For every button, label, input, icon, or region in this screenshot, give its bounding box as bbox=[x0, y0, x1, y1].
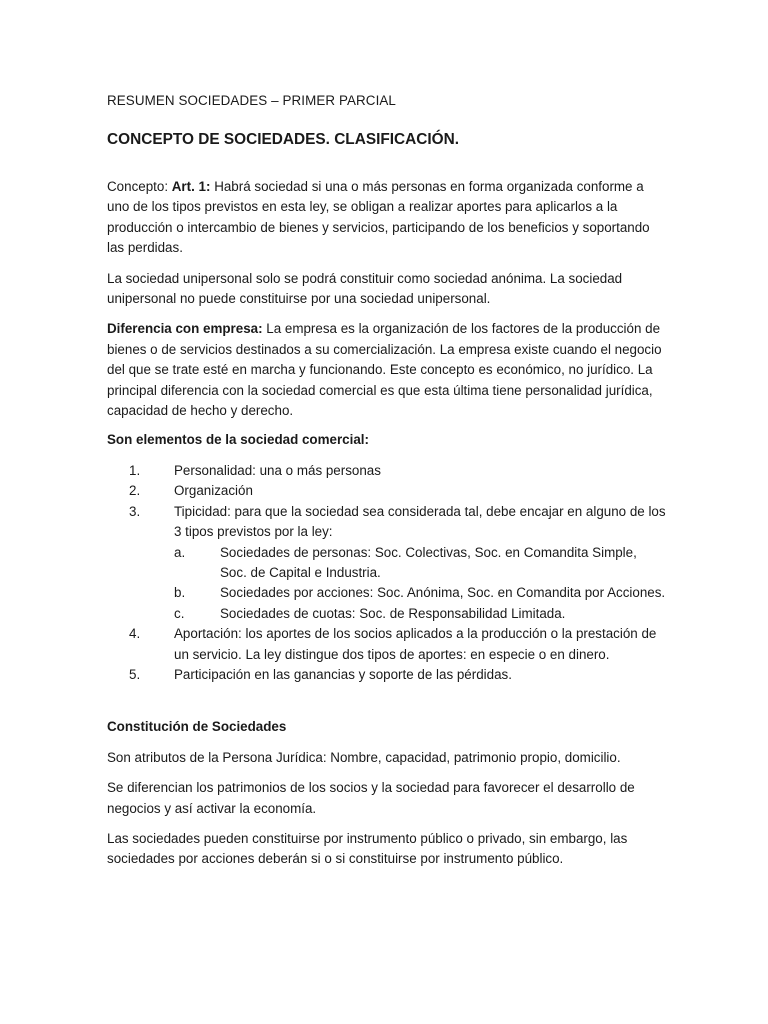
sub-list-letter: b. bbox=[174, 585, 186, 601]
list-number: 2. bbox=[129, 483, 141, 499]
sub-list-item bbox=[107, 583, 667, 603]
list-item bbox=[107, 481, 667, 501]
instrumento-paragraph: Las sociedades pueden constituirse por instrumento público o privado, sin embargo, las sociedades por acciones deberán si o si constituirse por instrumento público. bbox=[107, 830, 628, 867]
diferencia-text: La empresa es la organización de los factores de la producción de bienes o de servicios destinados a su comercialización. La empresa existe cuando el negocio del que se trate esté en marcha y funcionando. Este concepto es económico, no jurídico. La principal diferencia con la sociedad comercial es que esta última tiene personalidad jurídica, capacidad de hecho y derecho. bbox=[107, 321, 662, 419]
document-content bbox=[107, 91, 667, 870]
unipersonal-paragraph: La sociedad unipersonal solo se podrá constituir como sociedad anónima. La sociedad unipersonal no puede constituirse por una sociedad unipersonal. bbox=[107, 270, 623, 307]
list-item-text: Aportación: los aportes de los socios aplicados a la producción o la prestación de un servicio. La ley distingue dos tipos de aportes: en especie o en dinero. bbox=[174, 626, 657, 662]
sub-list-item-text: Sociedades de personas: Soc. Colectivas, Soc. en Comandita Simple, Soc. de Capital e Industria. bbox=[220, 544, 637, 580]
document-title: RESUMEN SOCIEDADES – PRIMER PARCIAL bbox=[107, 93, 396, 108]
list-item-text: Tipicidad: para que la sociedad sea considerada tal, debe encajar en alguno de los 3 tipos previstos por la ley: bbox=[174, 503, 666, 540]
list-number: 5. bbox=[129, 666, 141, 682]
section-heading: CONCEPTO DE SOCIEDADES. CLASIFICACIÓN. bbox=[107, 131, 460, 148]
list-number: 3. bbox=[129, 503, 141, 519]
concepto-text: Habrá sociedad si una o más personas en forma organizada conforme a uno de los tipos previstos en esta ley, se obligan a realizar aportes para aplicarlos a la producción o intercambio de bienes y servicios, participando de los beneficios y soportando las perdidas. bbox=[107, 179, 650, 256]
diferencia-label: Diferencia con empresa: bbox=[107, 321, 263, 337]
list-item bbox=[107, 624, 667, 665]
atributos-paragraph: Son atributos de la Persona Jurídica: Nombre, capacidad, patrimonio propio, domicilio. bbox=[107, 749, 621, 765]
list-item bbox=[107, 665, 667, 685]
list-number: 4. bbox=[129, 626, 141, 642]
sub-list-item bbox=[107, 543, 667, 584]
concepto-paragraph bbox=[107, 177, 667, 259]
elements-heading: Son elementos de la sociedad comercial: bbox=[107, 432, 369, 448]
sub-list-letter: a. bbox=[174, 544, 186, 560]
sub-list-item-text: Sociedades de cuotas: Soc. de Responsabilidad Limitada. bbox=[220, 605, 566, 621]
list-item bbox=[107, 502, 667, 543]
article-reference: Art. 1: bbox=[171, 179, 211, 194]
list-item-text: Participación en las ganancias y soporte de las pérdidas. bbox=[174, 666, 512, 682]
elements-list bbox=[107, 461, 667, 685]
sub-list-item-text: Sociedades por acciones: Soc. Anónima, Soc. en Comandita por Acciones. bbox=[220, 585, 666, 601]
sub-list-item bbox=[107, 604, 667, 624]
constitucion-heading: Constitución de Sociedades bbox=[107, 719, 287, 735]
list-item-text: Personalidad: una o más personas bbox=[174, 462, 381, 478]
list-number: 1. bbox=[129, 462, 141, 478]
patrimonios-paragraph: Se diferencian los patrimonios de los socios y la sociedad para favorecer el desarrollo de negocios y así activar la economía. bbox=[107, 780, 635, 816]
diferencia-paragraph bbox=[107, 319, 667, 421]
list-item-text: Organización bbox=[174, 483, 253, 499]
list-item bbox=[107, 461, 667, 481]
concepto-label: Concepto: bbox=[107, 179, 172, 194]
sub-list-letter: c. bbox=[174, 605, 185, 621]
